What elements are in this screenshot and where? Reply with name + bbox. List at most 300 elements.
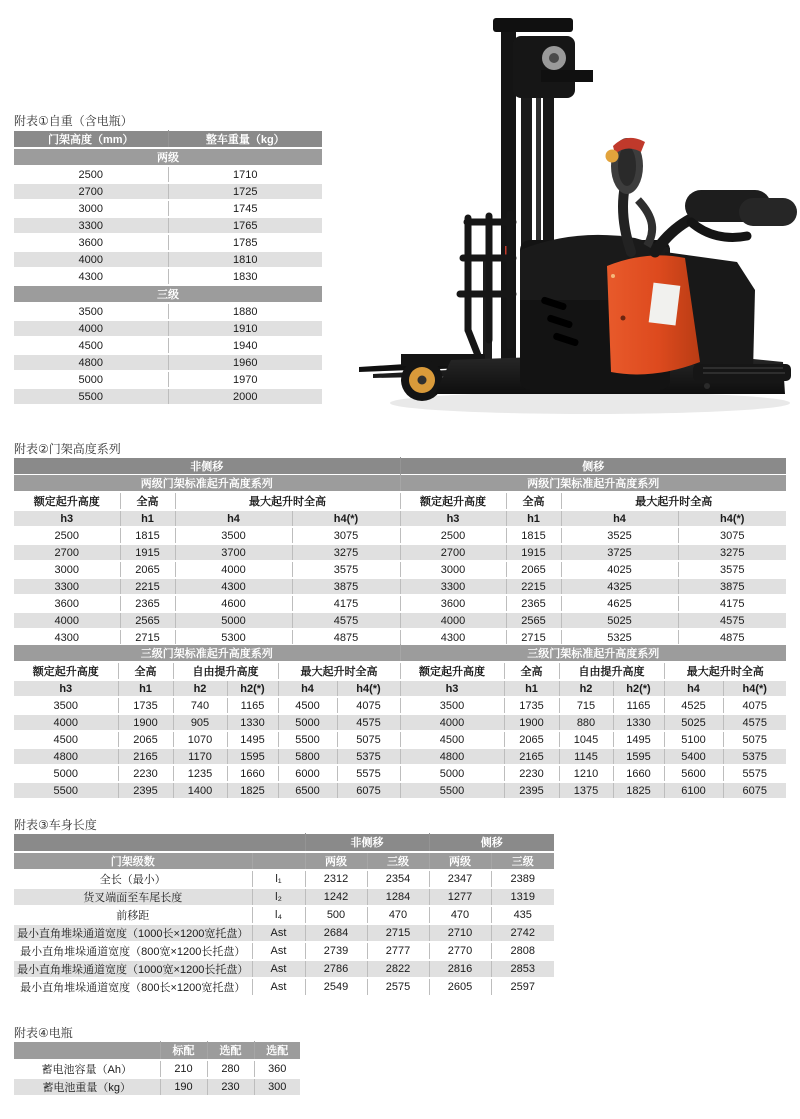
col-header: h3 (14, 510, 120, 527)
group-header-row (14, 492, 786, 510)
cell: 1495 (227, 731, 278, 748)
section-label: 两级门架标准起升高度系列 (400, 475, 786, 493)
cell: 4300 (400, 629, 506, 646)
cell: l₂ (252, 888, 305, 906)
cell: 3875 (678, 578, 786, 595)
table-row (14, 527, 786, 544)
table-row (14, 303, 322, 320)
cell: 5375 (337, 748, 400, 765)
col-header: 两级 (429, 852, 491, 870)
cell: 5000 (14, 371, 168, 388)
cell: 2500 (14, 166, 168, 183)
col-header: h2(*) (613, 680, 664, 697)
cell: l₁ (252, 870, 305, 888)
cell: 1375 (559, 782, 613, 799)
section-row (14, 148, 322, 166)
cell: 4000 (14, 251, 168, 268)
table3-header-row (14, 852, 554, 870)
cell: 5075 (337, 731, 400, 748)
cell: 2700 (400, 544, 506, 561)
cell: 3575 (292, 561, 400, 578)
cell: 2065 (118, 731, 173, 748)
cell: 3600 (400, 595, 506, 612)
cell: 2565 (120, 612, 175, 629)
section-label: 三级门架标准起升高度系列 (400, 645, 786, 663)
table-row (14, 870, 554, 888)
table-row (14, 371, 322, 388)
cell: 1735 (504, 697, 559, 714)
cell: 4000 (14, 612, 120, 629)
col-header: 选配 (254, 1042, 300, 1060)
table-row (14, 1078, 300, 1096)
table-row (14, 183, 322, 200)
table-row (14, 782, 786, 799)
col-header: h4(*) (678, 510, 786, 527)
table-row (14, 1060, 300, 1078)
table-row (14, 561, 786, 578)
table2-title: 附表②门架高度系列 (14, 442, 121, 456)
cell: 1277 (429, 888, 491, 906)
cell: 4300 (175, 578, 292, 595)
table-row (14, 942, 554, 960)
cell: 4000 (175, 561, 292, 578)
table2-sideshift-row (14, 458, 786, 476)
cell: 4500 (400, 731, 504, 748)
table-row (14, 544, 786, 561)
cell: 1745 (168, 200, 322, 217)
section-label: 三级门架标准起升高度系列 (14, 645, 400, 663)
section-row (14, 645, 786, 663)
cell: 4500 (278, 697, 337, 714)
cell: 1815 (120, 527, 175, 544)
cell: 1825 (227, 782, 278, 799)
cell: 3600 (14, 234, 168, 251)
cell: 最小直角堆垛通道宽度（800宽×1200长托盘） (14, 942, 252, 960)
cell: 2215 (506, 578, 561, 595)
cell: Ast (252, 942, 305, 960)
table-row (14, 354, 322, 371)
blank-cell (252, 852, 305, 870)
cell: 2777 (367, 942, 429, 960)
cell: 2739 (305, 942, 367, 960)
table4-title: 附表④电瓶 (14, 1026, 73, 1040)
table-row (14, 166, 322, 183)
col-header: 额定起升高度 (14, 492, 120, 510)
table-row (14, 251, 322, 268)
cell: 5400 (664, 748, 723, 765)
cell: 2065 (120, 561, 175, 578)
table1-header-row (14, 131, 322, 149)
cell: 5300 (175, 629, 292, 646)
table-row (14, 731, 786, 748)
cell: 2500 (400, 527, 506, 544)
col-header: 最大起升时全高 (278, 662, 400, 680)
cell: 4575 (292, 612, 400, 629)
cell: 全长（最小） (14, 870, 252, 888)
cell: 5800 (278, 748, 337, 765)
cell: 470 (367, 906, 429, 924)
cell: 1319 (491, 888, 554, 906)
cell: 1170 (173, 748, 227, 765)
col-header: h3 (400, 510, 506, 527)
col-header: 最大起升时全高 (561, 492, 786, 510)
cell: 3075 (678, 527, 786, 544)
cell: 1880 (168, 303, 322, 320)
section-label: 两级 (14, 148, 322, 166)
col-header: 最大起升时全高 (664, 662, 786, 680)
cell: 3500 (175, 527, 292, 544)
cell: 4000 (400, 714, 504, 731)
cell: 2500 (14, 527, 120, 544)
reach-truck-photo (355, 0, 800, 430)
col-header: 门架高度（mm） (14, 131, 168, 149)
col-header: h4 (278, 680, 337, 697)
cell: 3300 (400, 578, 506, 595)
cell: 1235 (173, 765, 227, 782)
cell: 2365 (506, 595, 561, 612)
cell: 6000 (278, 765, 337, 782)
cell: 蓄电池容量（Ah） (14, 1060, 160, 1078)
cell: 2605 (429, 978, 491, 996)
cell: 5100 (664, 731, 723, 748)
cell: 1210 (559, 765, 613, 782)
col-header: 全高 (504, 662, 559, 680)
table-row (14, 337, 322, 354)
col-header: h4(*) (337, 680, 400, 697)
cell: 2000 (168, 388, 322, 405)
spec-sticker (649, 283, 681, 326)
table3-title: 附表③车身长度 (14, 818, 97, 832)
cell: 1660 (613, 765, 664, 782)
cell: 2215 (120, 578, 175, 595)
cell: 3075 (292, 527, 400, 544)
cell: 1915 (506, 544, 561, 561)
cell: 4575 (337, 714, 400, 731)
cell: 3500 (14, 697, 118, 714)
cell: 2684 (305, 924, 367, 942)
table-row (14, 234, 322, 251)
cell: 3875 (292, 578, 400, 595)
cell: 5025 (664, 714, 723, 731)
cell: 2565 (506, 612, 561, 629)
cell: 2715 (367, 924, 429, 942)
cell: 5500 (278, 731, 337, 748)
col-header: 整车重量（kg） (168, 131, 322, 149)
cell: 前移距 (14, 906, 252, 924)
tiller-button (606, 150, 619, 163)
cell: 5500 (400, 782, 504, 799)
cell: 2165 (118, 748, 173, 765)
cell: 2575 (367, 978, 429, 996)
cell: 4025 (561, 561, 678, 578)
cell: 1900 (118, 714, 173, 731)
cell: 905 (173, 714, 227, 731)
cell: 4000 (400, 612, 506, 629)
cell: 2347 (429, 870, 491, 888)
group-header-row (14, 662, 786, 680)
cell: 4525 (664, 697, 723, 714)
cell: 1660 (227, 765, 278, 782)
cell: 6500 (278, 782, 337, 799)
cell: 2395 (504, 782, 559, 799)
cell: 2808 (491, 942, 554, 960)
col-header: 两级 (305, 852, 367, 870)
cell: 3300 (14, 578, 120, 595)
cell: 4000 (14, 320, 168, 337)
cell: 880 (559, 714, 613, 731)
cell: 1242 (305, 888, 367, 906)
cell: 1970 (168, 371, 322, 388)
cell: 1735 (118, 697, 173, 714)
table-row (14, 714, 786, 731)
cell: 1910 (168, 320, 322, 337)
cell: 4875 (678, 629, 786, 646)
cell: 1595 (613, 748, 664, 765)
cell: 最小直角堆垛通道宽度（800长×1200宽托盘） (14, 978, 252, 996)
cell: 1400 (173, 782, 227, 799)
table-row (14, 578, 786, 595)
cell: 2710 (429, 924, 491, 942)
sub-header-row (14, 510, 786, 527)
cell: 最小直角堆垛通道宽度（1000宽×1200长托盘） (14, 960, 252, 978)
col-header: h3 (14, 680, 118, 697)
cell: 1330 (613, 714, 664, 731)
cell: 1045 (559, 731, 613, 748)
cell: 4175 (678, 595, 786, 612)
cell: 280 (207, 1060, 254, 1078)
cell: 6075 (723, 782, 786, 799)
cell: 6100 (664, 782, 723, 799)
col-header: h1 (506, 510, 561, 527)
cell: 3600 (14, 595, 120, 612)
cell: Ast (252, 978, 305, 996)
col-header: h4 (561, 510, 678, 527)
col-header: h2 (559, 680, 613, 697)
cell: 2395 (118, 782, 173, 799)
cell: 3300 (14, 217, 168, 234)
cell: 4075 (723, 697, 786, 714)
cell: Ast (252, 960, 305, 978)
table1-self-weight (14, 130, 322, 406)
cell: 1165 (613, 697, 664, 714)
col-header: 侧移 (429, 834, 554, 852)
cell: 4175 (292, 595, 400, 612)
cell: 2742 (491, 924, 554, 942)
cell: 4800 (14, 748, 118, 765)
tiller-control (606, 138, 653, 252)
cell: 3525 (561, 527, 678, 544)
table-row (14, 200, 322, 217)
col-header: 门架级数 (14, 852, 252, 870)
cell: 470 (429, 906, 491, 924)
col-header: 标配 (160, 1042, 207, 1060)
col-header: 非侧移 (14, 458, 400, 476)
cell: 210 (160, 1060, 207, 1078)
section-label: 两级门架标准起升高度系列 (14, 475, 400, 493)
col-header: h4 (664, 680, 723, 697)
cell: 4500 (14, 337, 168, 354)
cell: 5500 (14, 388, 168, 405)
section-row (14, 475, 786, 493)
cell: 4800 (14, 354, 168, 371)
cell: 740 (173, 697, 227, 714)
cell: 2853 (491, 960, 554, 978)
cell: 1145 (559, 748, 613, 765)
cell: 1284 (367, 888, 429, 906)
col-header: 自由提升高度 (559, 662, 664, 680)
blank-cell (14, 1042, 160, 1060)
cell: 4575 (723, 714, 786, 731)
table2-two-stage (14, 474, 786, 647)
cell: 1165 (227, 697, 278, 714)
col-header: 三级 (367, 852, 429, 870)
ground-shadow (390, 392, 790, 414)
col-header: h2 (173, 680, 227, 697)
table-row (14, 320, 322, 337)
cell: 2715 (120, 629, 175, 646)
cell: 货叉端面至车尾长度 (14, 888, 252, 906)
cell: 1495 (613, 731, 664, 748)
col-header: h3 (400, 680, 504, 697)
cell: 2700 (14, 183, 168, 200)
cell: 5000 (278, 714, 337, 731)
col-header: 全高 (506, 492, 561, 510)
cell: 1725 (168, 183, 322, 200)
cell: 2597 (491, 978, 554, 996)
cell: 2389 (491, 870, 554, 888)
cell: 2065 (506, 561, 561, 578)
cell: 4500 (14, 731, 118, 748)
cell: 3500 (14, 303, 168, 320)
col-header: 全高 (118, 662, 173, 680)
cell: 5075 (723, 731, 786, 748)
cell: 4300 (14, 268, 168, 285)
cell: 1915 (120, 544, 175, 561)
cell: Ast (252, 924, 305, 942)
cell: 5600 (664, 765, 723, 782)
col-header: h4 (175, 510, 292, 527)
table-row (14, 388, 322, 405)
col-header: 全高 (120, 492, 175, 510)
table-row (14, 906, 554, 924)
table-row (14, 765, 786, 782)
col-header: h1 (120, 510, 175, 527)
cell: 5575 (337, 765, 400, 782)
cell: 1825 (613, 782, 664, 799)
cell: 1765 (168, 217, 322, 234)
cell: 2816 (429, 960, 491, 978)
table-row (14, 960, 554, 978)
cell: 2770 (429, 942, 491, 960)
cell: 2312 (305, 870, 367, 888)
table2-three-stage (14, 644, 786, 800)
section-row (14, 285, 322, 303)
cell: 5000 (400, 765, 504, 782)
cell: 4300 (14, 629, 120, 646)
cell: 360 (254, 1060, 300, 1078)
cell: 4875 (292, 629, 400, 646)
cell: 4325 (561, 578, 678, 595)
table3-body-length (14, 833, 554, 997)
cell: 5575 (723, 765, 786, 782)
cell: 最小直角堆垛通道宽度（1000长×1200宽托盘） (14, 924, 252, 942)
cell: 300 (254, 1078, 300, 1096)
cell: 1070 (173, 731, 227, 748)
col-header: h1 (504, 680, 559, 697)
col-header: 额定起升高度 (400, 662, 504, 680)
cell: 5325 (561, 629, 678, 646)
cell: 2822 (367, 960, 429, 978)
table1-title: 附表①自重（含电瓶） (14, 114, 133, 128)
cell: 190 (160, 1078, 207, 1096)
cell: 4575 (678, 612, 786, 629)
cell: 5375 (723, 748, 786, 765)
col-header: h2(*) (227, 680, 278, 697)
table-row (14, 217, 322, 234)
cell: 1940 (168, 337, 322, 354)
cell: 1960 (168, 354, 322, 371)
col-header: 非侧移 (305, 834, 429, 852)
col-header: 最大起升时全高 (175, 492, 400, 510)
table-row (14, 748, 786, 765)
cell: 4800 (400, 748, 504, 765)
cell: 6075 (337, 782, 400, 799)
cell: 蓄电池重量（kg） (14, 1078, 160, 1096)
cell: 435 (491, 906, 554, 924)
col-header: 额定起升高度 (400, 492, 506, 510)
cell: 5025 (561, 612, 678, 629)
reach-truck-illustration (355, 0, 800, 430)
cell: 3500 (400, 697, 504, 714)
cell: 3275 (678, 544, 786, 561)
section-label: 三级 (14, 285, 322, 303)
table-row (14, 697, 786, 714)
cell: 4600 (175, 595, 292, 612)
cell: 4075 (337, 697, 400, 714)
cell: 1900 (504, 714, 559, 731)
cell: 3000 (400, 561, 506, 578)
sub-header-row (14, 680, 786, 697)
col-header: 自由提升高度 (173, 662, 278, 680)
col-header: h4(*) (723, 680, 786, 697)
table-row (14, 924, 554, 942)
cell: 5000 (14, 765, 118, 782)
cell: 1710 (168, 166, 322, 183)
cell: 4625 (561, 595, 678, 612)
cell: 2700 (14, 544, 120, 561)
cell: 500 (305, 906, 367, 924)
table-row (14, 888, 554, 906)
front-wheel (401, 359, 443, 401)
cell: 1330 (227, 714, 278, 731)
cell: 2065 (504, 731, 559, 748)
engine-cover-orange (607, 255, 700, 374)
cell: 3000 (14, 200, 168, 217)
cell: 230 (207, 1078, 254, 1096)
cell: 2354 (367, 870, 429, 888)
cell: 3700 (175, 544, 292, 561)
cell: 3575 (678, 561, 786, 578)
cell: 2365 (120, 595, 175, 612)
col-header: h1 (118, 680, 173, 697)
table4-battery (14, 1041, 300, 1097)
cell: l₄ (252, 906, 305, 924)
cell: 1595 (227, 748, 278, 765)
cell: 1810 (168, 251, 322, 268)
table-row (14, 612, 786, 629)
col-header: 选配 (207, 1042, 254, 1060)
cell: 5000 (175, 612, 292, 629)
